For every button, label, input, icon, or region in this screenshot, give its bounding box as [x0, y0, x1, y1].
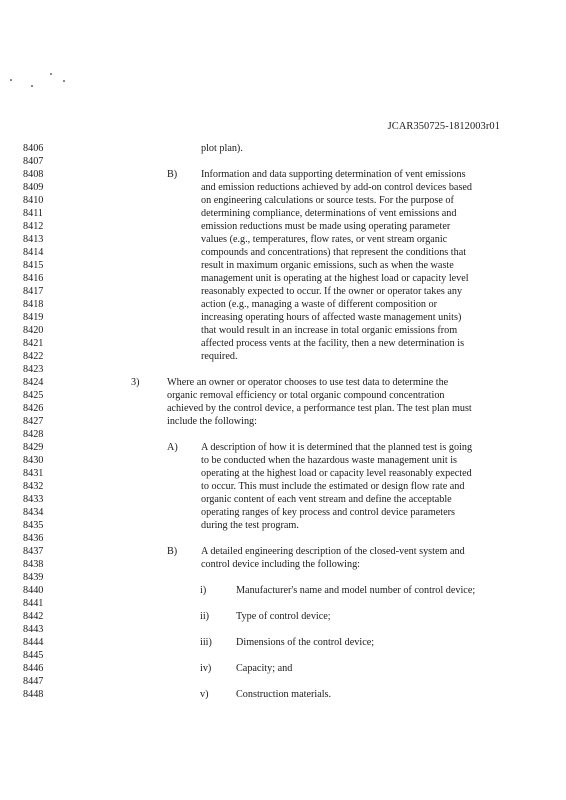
text-line — [0, 415, 566, 428]
list-marker: B) — [167, 169, 178, 180]
scan-speck — [63, 80, 65, 82]
text-line — [0, 649, 566, 662]
line-text: operating at the highest load or capacity level reasonably expected — [201, 468, 472, 479]
text-line — [0, 272, 566, 285]
text-line — [0, 623, 566, 636]
line-number: 8430 — [23, 455, 44, 466]
line-number: 8418 — [23, 299, 44, 310]
text-line — [0, 155, 566, 168]
line-number: 8425 — [23, 390, 44, 401]
text-line — [0, 168, 566, 181]
line-text: values (e.g., temperatures, flow rates, or vent stream organic — [201, 234, 448, 245]
line-text: include the following: — [167, 416, 257, 427]
text-line — [0, 493, 566, 506]
line-text: and emission reductions achieved by add-on control devices based — [201, 182, 473, 193]
scan-speck — [31, 85, 33, 87]
line-text: Dimensions of the control device; — [236, 637, 375, 648]
text-line — [0, 324, 566, 337]
text-line — [0, 584, 566, 597]
line-number: 8434 — [23, 507, 44, 518]
line-number: 8423 — [23, 364, 44, 375]
line-text: Where an owner or operator chooses to use test data to determine the — [167, 377, 449, 388]
line-number: 8413 — [23, 234, 44, 245]
line-number: 8447 — [23, 676, 44, 687]
list-marker: iv) — [200, 663, 212, 674]
line-text: plot plan). — [201, 143, 243, 154]
line-text: required. — [201, 351, 238, 362]
text-line — [0, 441, 566, 454]
text-line — [0, 142, 566, 155]
text-line — [0, 363, 566, 376]
line-text: affected process vents at the facility, then a new determination is — [201, 338, 465, 349]
list-marker: v) — [200, 689, 209, 700]
line-number: 8409 — [23, 182, 44, 193]
line-number: 8426 — [23, 403, 44, 414]
line-text: A detailed engineering description of the closed-vent system and — [201, 546, 465, 557]
line-text: to be conducted when the hazardous waste management unit is — [201, 455, 458, 466]
line-text: that would result in an increase in total organic emissions from — [201, 325, 458, 336]
text-line — [0, 558, 566, 571]
list-marker: i) — [200, 585, 207, 596]
line-number: 8442 — [23, 611, 44, 622]
text-line — [0, 298, 566, 311]
line-text: control device including the following: — [201, 559, 361, 570]
line-number: 8445 — [23, 650, 44, 661]
line-number: 8410 — [23, 195, 44, 206]
text-line — [0, 467, 566, 480]
line-text: compounds and concentrations) that represent the conditions that — [201, 247, 467, 258]
text-line — [0, 207, 566, 220]
line-text: organic removal efficiency or total organic compound concentration — [167, 390, 445, 401]
line-number: 8435 — [23, 520, 44, 531]
line-number: 8419 — [23, 312, 44, 323]
line-number: 8444 — [23, 637, 44, 648]
line-text: emission reductions must be made using operating parameter — [201, 221, 451, 232]
text-line — [0, 571, 566, 584]
line-number: 8437 — [23, 546, 44, 557]
line-number: 8408 — [23, 169, 44, 180]
line-number: 8440 — [23, 585, 44, 596]
text-line — [0, 662, 566, 675]
line-text: Manufacturer's name and model number of control device; — [236, 585, 476, 596]
text-line — [0, 597, 566, 610]
line-text: on engineering calculations or source tests. For the purpose of — [201, 195, 454, 206]
line-number: 8406 — [23, 143, 44, 154]
line-number: 8415 — [23, 260, 44, 271]
line-number: 8412 — [23, 221, 44, 232]
line-number: 8433 — [23, 494, 44, 505]
line-number: 8416 — [23, 273, 44, 284]
line-number: 8431 — [23, 468, 44, 479]
line-number: 8417 — [23, 286, 44, 297]
scan-speck — [10, 79, 12, 81]
line-number: 8443 — [23, 624, 44, 635]
line-text: organic content of each vent stream and define the acceptable — [201, 494, 452, 505]
line-number: 8421 — [23, 338, 44, 349]
line-text: Construction materials. — [236, 689, 332, 700]
text-line — [0, 233, 566, 246]
line-text: during the test program. — [201, 520, 299, 531]
line-text: determining compliance, determinations of vent emissions and — [201, 208, 457, 219]
text-line — [0, 519, 566, 532]
line-number: 8422 — [23, 351, 44, 362]
text-line — [0, 389, 566, 402]
line-text: management unit is operating at the highest load or capacity level — [201, 273, 469, 284]
line-number: 8429 — [23, 442, 44, 453]
line-number: 8439 — [23, 572, 44, 583]
text-line — [0, 194, 566, 207]
line-number: 8432 — [23, 481, 44, 492]
text-line — [0, 506, 566, 519]
numbered-text-lines — [0, 142, 566, 701]
line-text: achieved by the control device, a performance test plan. The test plan must — [167, 403, 472, 414]
line-text: increasing operating hours of affected waste management units) — [201, 312, 462, 323]
text-line — [0, 311, 566, 324]
line-text: action (e.g., managing a waste of different composition or — [201, 299, 438, 310]
text-line — [0, 545, 566, 558]
line-number: 8424 — [23, 377, 44, 388]
line-text: Capacity; and — [236, 663, 293, 674]
text-line — [0, 428, 566, 441]
line-text: Information and data supporting determination of vent emissions — [201, 169, 466, 180]
list-marker: iii) — [200, 637, 212, 648]
line-number: 8446 — [23, 663, 44, 674]
line-text: operating ranges of key process and control device parameters — [201, 507, 456, 518]
text-line — [0, 337, 566, 350]
line-text: Type of control device; — [236, 611, 331, 622]
list-marker: ii) — [200, 611, 210, 622]
text-line — [0, 181, 566, 194]
line-text: reasonably expected to occur. If the owner or operator takes any — [201, 286, 463, 297]
line-number: 8428 — [23, 429, 44, 440]
text-line — [0, 246, 566, 259]
list-marker: B) — [167, 546, 178, 557]
text-line — [0, 636, 566, 649]
text-line — [0, 402, 566, 415]
text-line — [0, 454, 566, 467]
line-number: 8411 — [23, 208, 43, 219]
line-number: 8414 — [23, 247, 44, 258]
line-number: 8436 — [23, 533, 44, 544]
line-number: 8441 — [23, 598, 44, 609]
line-text: to occur. This must include the estimated or design flow rate and — [201, 481, 465, 492]
line-number: 8427 — [23, 416, 44, 427]
text-line — [0, 350, 566, 363]
text-line — [0, 376, 566, 389]
text-line — [0, 675, 566, 688]
line-number: 8420 — [23, 325, 44, 336]
text-line — [0, 259, 566, 272]
line-text: result in maximum organic emissions, such as when the waste — [201, 260, 454, 271]
text-line — [0, 220, 566, 233]
text-line — [0, 532, 566, 545]
line-number: 8438 — [23, 559, 44, 570]
line-number: 8407 — [23, 156, 44, 167]
list-marker: A) — [167, 442, 178, 453]
text-line — [0, 480, 566, 493]
line-number: 8448 — [23, 689, 44, 700]
list-marker: 3) — [131, 377, 140, 388]
text-line — [0, 688, 566, 701]
document-id: JCAR350725-1812003r01 — [387, 121, 500, 132]
line-text: A description of how it is determined that the planned test is going — [201, 442, 473, 453]
scan-speck — [50, 73, 52, 75]
text-line — [0, 285, 566, 298]
text-line — [0, 610, 566, 623]
